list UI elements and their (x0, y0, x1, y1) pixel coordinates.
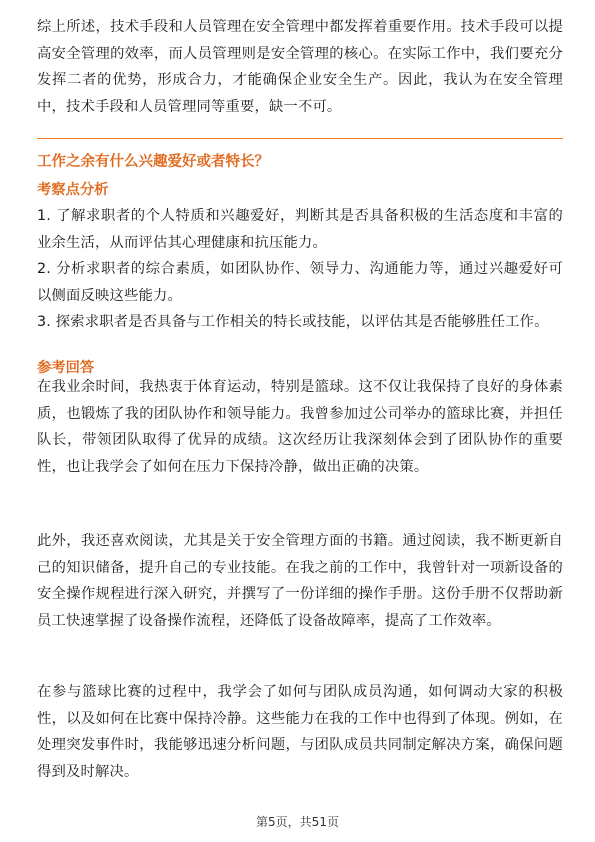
analysis-item: 1. 了解求职者的个人特质和兴趣爱好，判断其是否具备积极的生活态度和丰富的业余生活，从而评估其心理健康和抗压能力。 (37, 208, 563, 251)
answer-paragraph: 此外，我还喜欢阅读，尤其是关于安全管理方面的书籍。通过阅读，我不断更新自己的知识储备，提升自己的专业技能。在我之前的工作中，我曾针对一项新设备的安全操作规程进行深入研究，并撰写了一份详细的操作手册。这份手册不仅帮助新员工快速掌握了设备操作流程，还降低了设备故障率，提高了工作效率。 (37, 533, 563, 629)
section-divider (37, 138, 563, 139)
analysis-list (37, 203, 563, 336)
analysis-item: 2. 分析求职者的综合素质，如团队协作、领导力、沟通能力等，通过兴趣爱好可以侧面反映这些能力。 (37, 261, 563, 304)
analysis-heading: 考察点分析 (37, 182, 109, 198)
analysis-item: 3. 探索求职者是否具备与工作相关的特长或技能，以评估其是否能够胜任工作。 (37, 314, 549, 330)
question-title: 工作之余有什么兴趣爱好或者特长？ (37, 154, 269, 170)
answer-paragraph: 在我业余时间，我热衷于体育运动，特别是篮球。这不仅让我保持了良好的身体素质，也锻炼了我的团队协作和领导能力。我曾参加过公司举办的篮球比赛，并担任队长，带领团队取得了优异的成绩。这次经历让我深刻体会到了团队协作的重要性，也让我学会了如何在压力下保持冷静，做出正确的决策。 (37, 379, 563, 475)
page-number: 第5页，共51页 (256, 815, 339, 829)
intro-paragraph: 综上所述，技术手段和人员管理在安全管理中都发挥着重要作用。技术手段可以提高安全管理的效率，而人员管理则是安全管理的核心。在实际工作中，我们要充分发挥二者的优势，形成合力，才能确保企业安全生产。因此，我认为在安全管理中，技术手段和人员管理同等重要，缺一不可。 (37, 19, 563, 115)
answer-heading: 参考回答 (37, 360, 95, 376)
answer-paragraph: 在参与篮球比赛的过程中，我学会了如何与团队成员沟通，如何调动大家的积极性，以及如何在比赛中保持冷静。这些能力在我的工作中也得到了体现。例如，在处理突发事件时，我能够迅速分析问题，与团队成员共同制定解决方案，确保问题得到及时解决。 (37, 684, 563, 780)
